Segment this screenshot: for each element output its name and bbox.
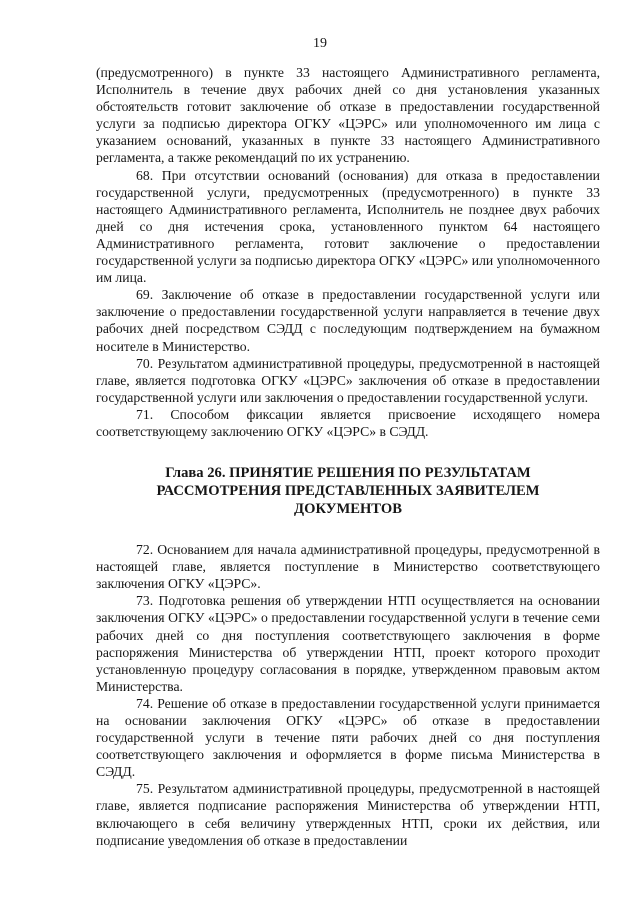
paragraph-70: 70. Результатом административной процедуры, предусмотренной в настоящей главе, является подготовка ОГКУ «ЦЭРС» заключения об отказе в предоставлении государственной услуги или заключения о предоставлении государственной услуги. <box>96 355 600 405</box>
chapter-heading <box>96 464 600 518</box>
paragraph-67-continuation: (предусмотренного) в пункте 33 настоящего Административного регламента, Исполнитель в течение двух рабочих дней со дня установления указанных обстоятельств готовит заключение об отказе в предоставлении государственной услуги за подписью директора ОГКУ «ЦЭРС» или уполномоченного им лица с указанием оснований, указанных в пункте 33 настоящего Административного регламента, а также рекомендаций по их устранению. <box>96 65 600 166</box>
paragraph-74: 74. Решение об отказе в предоставлении государственной услуги принимается на основании заключения ОГКУ «ЦЭРС» об отказе в предоставлении государственной услуги в течение пяти рабочих дней со дня поступления соответствующего заключения и оформляется в форме письма Министерства в СЭДД. <box>96 695 600 780</box>
chapter-heading-line-1: Глава 26. ПРИНЯТИЕ РЕШЕНИЯ ПО РЕЗУЛЬТАТАМ <box>165 465 531 482</box>
paragraph-71: 71. Способом фиксации является присвоение исходящего номера соответствующему заключению ОГКУ «ЦЭРС» в СЭДД. <box>96 406 600 439</box>
paragraph-69: 69. Заключение об отказе в предоставлении государственной услуги или заключение о предоставлении государственной услуги направляется в течение двух рабочих дней посредством СЭДД с последующим подтверждением на бумажном носителе в Министерство. <box>96 287 600 354</box>
page-number: 19 <box>313 36 327 51</box>
chapter-heading-line-3: ДОКУМЕНТОВ <box>294 501 402 518</box>
paragraph-75: 75. Результатом административной процедуры, предусмотренной в настоящей главе, является подписание распоряжения Министерства об утверждении НТП, включающего в себя величину утвержденных НТП, сроки их действия, или подписание уведомления об отказе в предоставлении <box>96 781 600 848</box>
paragraph-68: 68. При отсутствии оснований (основания) для отказа в предоставлении государственной услуги, предусмотренных (предусмотренного) в пункте 33 настоящего Административного регламента, Исполнитель не позднее двух рабочих дней со дня истечения срока, установленного пунктом 64 настоящего Административного регламента, готовит заключение о предоставлении государственной услуги за подписью директора ОГКУ «ЦЭРС» или уполномоченного им лица. <box>96 167 600 286</box>
paragraph-73: 73. Подготовка решения об утверждении НТП осуществляется на основании заключения ОГКУ «ЦЭРС» о предоставлении государственной услуги в течение семи рабочих дней со дня поступления соответствующего заключения в форме распоряжения Министерства об утверждении НТП, проект которого проходит установленную процедуру согласования в порядке, утвержденном правовым актом Министерства. <box>96 593 600 694</box>
document-body <box>96 64 600 849</box>
paragraph-72: 72. Основанием для начала административной процедуры, предусмотренной в настоящей главе, является поступление в Министерство соответствующего заключения ОГКУ «ЦЭРС». <box>96 542 600 592</box>
chapter-heading-line-2: РАССМОТРЕНИЯ ПРЕДСТАВЛЕННЫХ ЗАЯВИТЕЛЕМ <box>156 483 540 500</box>
